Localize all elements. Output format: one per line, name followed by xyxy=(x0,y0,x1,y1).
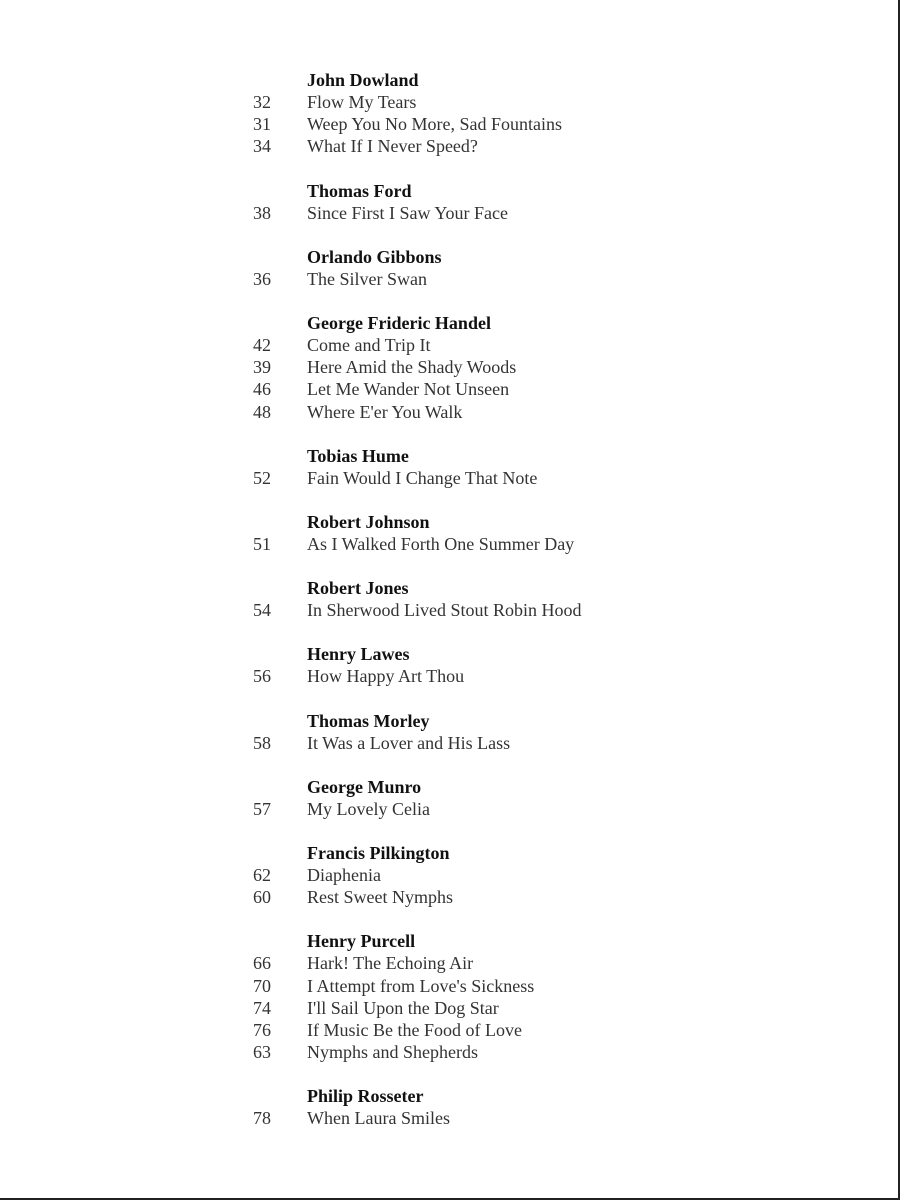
song-title: Hark! The Echoing Air xyxy=(307,953,474,974)
page-number: 70 xyxy=(253,975,271,996)
toc-entry xyxy=(253,886,853,908)
toc-entry xyxy=(253,975,853,997)
page-number: 62 xyxy=(253,865,271,886)
song-title: Fain Would I Change That Note xyxy=(307,467,538,488)
song-title: In Sherwood Lived Stout Robin Hood xyxy=(307,600,582,621)
page-number: 46 xyxy=(253,379,271,400)
toc-entry xyxy=(253,952,853,974)
composer-section xyxy=(253,842,853,908)
toc-entry xyxy=(253,732,853,754)
toc-entry xyxy=(253,91,853,113)
composer-section xyxy=(253,312,853,423)
page-number: 42 xyxy=(253,335,271,356)
song-title: The Silver Swan xyxy=(307,268,427,289)
song-title: I'll Sail Upon the Dog Star xyxy=(307,997,499,1018)
page-number: 57 xyxy=(253,798,271,819)
page-number: 78 xyxy=(253,1108,271,1129)
composer-name: Henry Lawes xyxy=(307,644,410,665)
composer-section xyxy=(253,930,853,1063)
toc-entry xyxy=(253,997,853,1019)
composer-section xyxy=(253,643,853,687)
composer-name: George Frideric Handel xyxy=(307,313,491,334)
song-title: Come and Trip It xyxy=(307,335,431,356)
toc-entry xyxy=(253,1107,853,1129)
composer-section xyxy=(253,246,853,290)
song-title: Weep You No More, Sad Fountains xyxy=(307,114,563,135)
page-number: 34 xyxy=(253,136,271,157)
song-title: Flow My Tears xyxy=(307,92,417,112)
page-number: 74 xyxy=(253,997,271,1018)
toc-entry xyxy=(253,202,853,224)
composer-section xyxy=(253,445,853,489)
composer-name: Thomas Ford xyxy=(307,180,412,201)
song-title: As I Walked Forth One Summer Day xyxy=(307,534,575,555)
composer-name: George Munro xyxy=(307,776,422,797)
page-number: 56 xyxy=(253,666,271,687)
page-number: 48 xyxy=(253,401,271,422)
toc-entry xyxy=(253,334,853,356)
toc-entry xyxy=(253,533,853,555)
page-number: 31 xyxy=(253,114,271,135)
song-title: When Laura Smiles xyxy=(307,1108,450,1129)
table-of-contents xyxy=(253,69,853,1152)
song-title: If Music Be the Food of Love xyxy=(307,1020,522,1041)
song-title: Since First I Saw Your Face xyxy=(307,202,508,223)
composer-name: Henry Purcell xyxy=(307,931,416,952)
composer-name: John Dowland xyxy=(307,70,419,90)
toc-entry xyxy=(253,135,853,157)
page-number: 58 xyxy=(253,732,271,753)
song-title: Rest Sweet Nymphs xyxy=(307,887,453,908)
composer-section xyxy=(253,710,853,754)
toc-entry xyxy=(253,798,853,820)
song-title: Nymphs and Shepherds xyxy=(307,1042,478,1063)
composer-name: Robert Jones xyxy=(307,578,409,599)
toc-entry xyxy=(253,401,853,423)
toc-entry xyxy=(253,268,853,290)
song-title: Where E'er You Walk xyxy=(307,401,463,422)
toc-entry xyxy=(253,1041,853,1063)
toc-entry xyxy=(253,1019,853,1041)
song-title: Let Me Wander Not Unseen xyxy=(307,379,510,400)
page-number: 52 xyxy=(253,467,271,488)
song-title: Diaphenia xyxy=(307,865,381,886)
composer-section xyxy=(253,511,853,555)
composer-name: Orlando Gibbons xyxy=(307,246,442,267)
composer-name: Philip Rosseter xyxy=(307,1086,424,1107)
page-number: 36 xyxy=(253,268,271,289)
composer-section xyxy=(253,577,853,621)
toc-entry xyxy=(253,378,853,400)
song-title: I Attempt from Love's Sickness xyxy=(307,975,535,996)
toc-entry xyxy=(253,356,853,378)
composer-section xyxy=(253,180,853,224)
song-title: What If I Never Speed? xyxy=(307,136,478,157)
song-title: It Was a Lover and His Lass xyxy=(307,732,511,753)
page-number: 54 xyxy=(253,600,271,621)
composer-name: Tobias Hume xyxy=(307,445,409,466)
toc-entry xyxy=(253,467,853,489)
page-number: 60 xyxy=(253,887,271,908)
toc-entry xyxy=(253,864,853,886)
song-title: Here Amid the Shady Woods xyxy=(307,357,517,378)
composer-section xyxy=(253,776,853,820)
song-title: My Lovely Celia xyxy=(307,798,430,819)
composer-section xyxy=(253,69,853,158)
page-number: 76 xyxy=(253,1020,271,1041)
page-number: 66 xyxy=(253,953,271,974)
page-number: 32 xyxy=(253,92,271,112)
page-number: 51 xyxy=(253,534,271,555)
composer-name: Robert Johnson xyxy=(307,512,430,533)
toc-entry xyxy=(253,599,853,621)
toc-entry xyxy=(253,665,853,687)
song-title: How Happy Art Thou xyxy=(307,666,465,687)
composer-section xyxy=(253,1085,853,1129)
page-number: 39 xyxy=(253,357,271,378)
page-number: 38 xyxy=(253,202,271,223)
toc-entry xyxy=(253,113,853,135)
page-number: 63 xyxy=(253,1042,271,1063)
composer-name: Francis Pilkington xyxy=(307,843,450,864)
composer-name: Thomas Morley xyxy=(307,710,430,731)
